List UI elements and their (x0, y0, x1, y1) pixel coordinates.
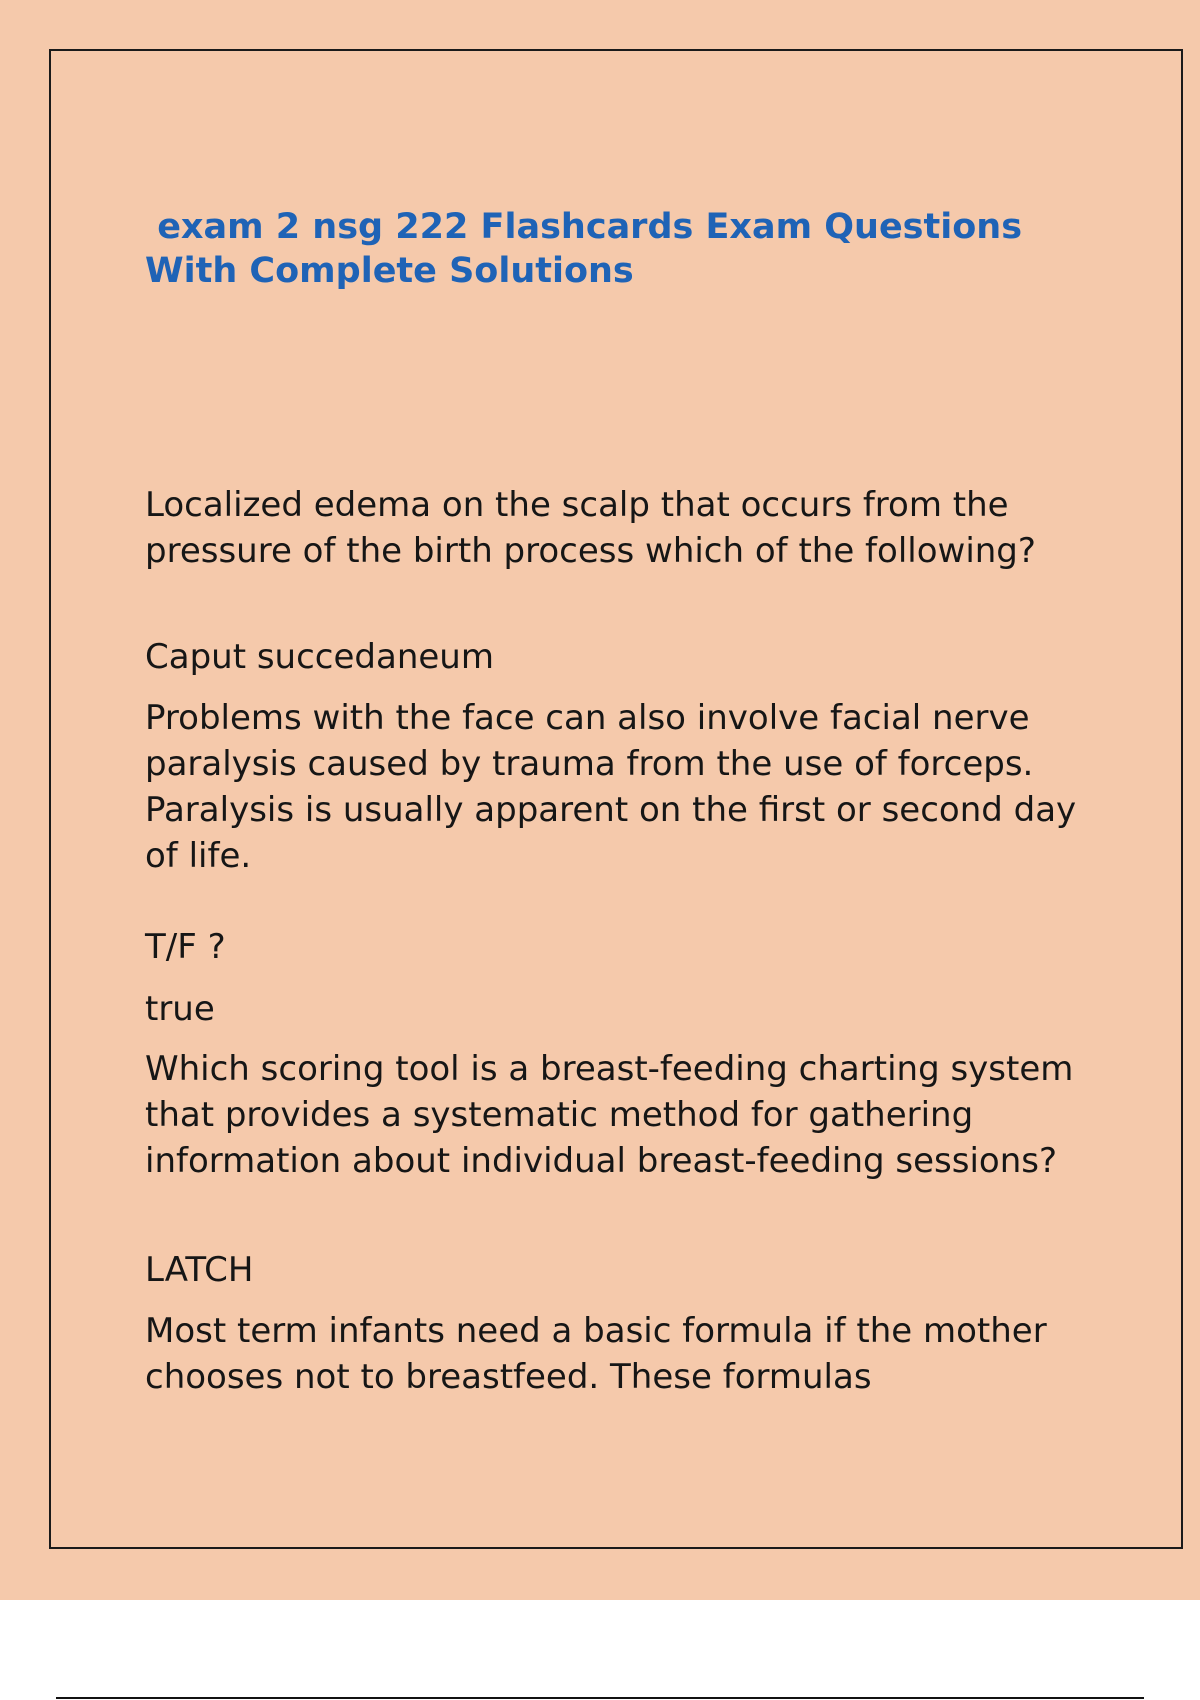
document-title: exam 2 nsg 222 Flashcards Exam Questions With Complete Solutions (145, 207, 1023, 291)
question-2-prompt: T/F ? (145, 927, 226, 967)
question-3: Which scoring tool is a breast-feeding charting system that provides a systematic method for gathering information about individual breast-feeding sessions? (145, 1049, 1074, 1181)
question-2: Problems with the face can also involve facial nerve paralysis caused by trauma from the use of forceps. Paralysis is usually apparent on the first or second day of life. (145, 698, 1077, 876)
question-1: Localized edema on the scalp that occurs from the pressure of the birth process which of the following? (145, 485, 1036, 571)
answer-3: LATCH (145, 1250, 254, 1290)
answer-1: Caput succedaneum (145, 637, 494, 677)
answer-2: true (145, 989, 215, 1029)
question-4: Most term infants need a basic formula if the mother chooses not to breastfeed. These formulas (145, 1311, 1047, 1397)
footer-rule (56, 1697, 1144, 1699)
